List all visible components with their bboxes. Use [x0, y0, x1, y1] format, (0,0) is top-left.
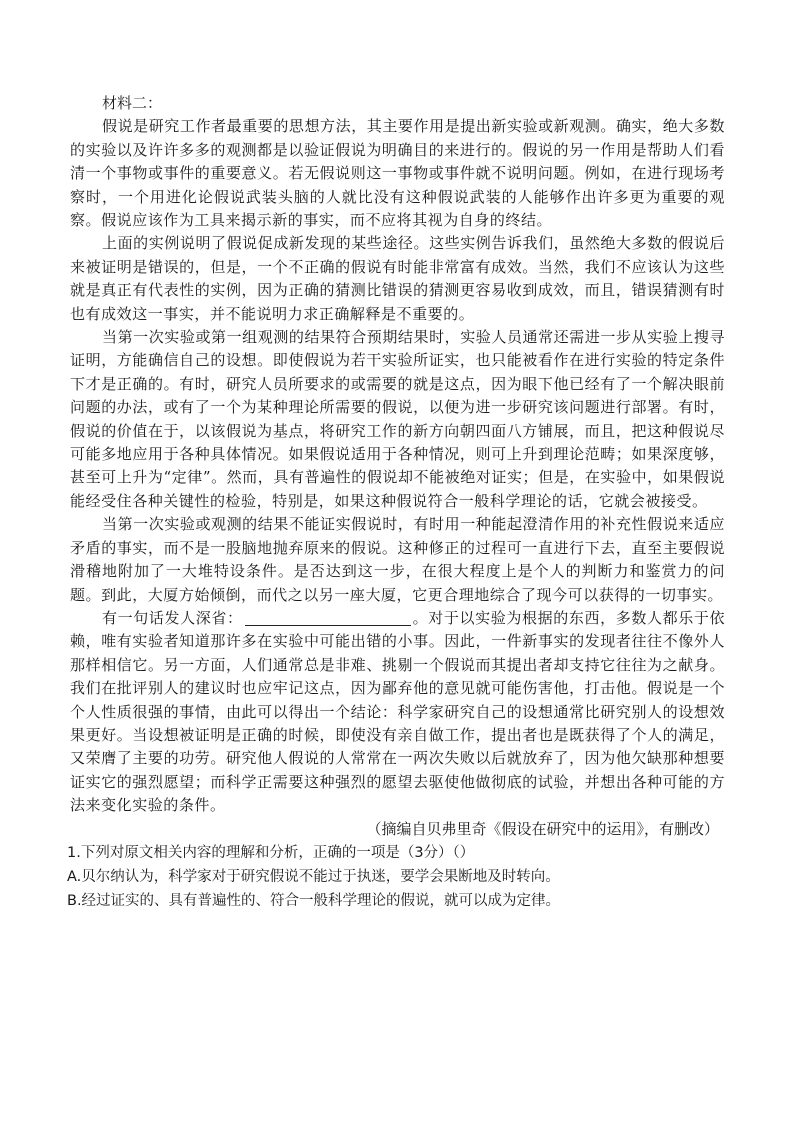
fill-in-prefix: 有一句话发人深省：: [102, 608, 243, 627]
fill-in-suffix: 。对于以实验为根据的东西，多数人都乐于依赖，唯有实验者知道那许多在实验中可能出错的小事。因此，一件新事实的发现者往往不像外人那样相信它。另一方面，人们通常总是非难、挑剔一个假说而其提出者却支持它往往为之献身。我们在批评别人的建议时也应牢记这点，因为鄙弃他的意见就可能伤害他，打击他。假说是一个个人性质很强的事情，由此可以得出一个结论：科学家研究自己的设想通常比研究别人的设想效果更好。当设想被证明是正确的时候，即使没有亲自做工作，提出者也是既获得了个人的满足，又荣膺了主要的功劳。研究他人假说的人常常在一两次失败以后就放弃了，因为他欠缺那种想要证实它的强烈愿望；而科学正需要这种强烈的愿望去驱使他做彻底的试验，并想出各种可能的方法来变化实验的条件。: [70, 608, 725, 815]
material-paragraph-3: 当第一次实验或第一组观测的结果符合预期结果时，实验人员通常还需进一步从实验上搜寻证明，方能确信自己的设想。即使假说为若干实验所证实，也只能被看作在进行实验的特定条件下才是正确的。有时，研究人员所要求的或需要的就是这点，因为眼下他已经有了一个解决眼前问题的办法，或有了一个为某种理论所需要的假说，以便为进一步研究该问题进行部署。有时，假说的价值在于，以该假说为基点，将研究工作的新方向朝四面八方铺展，而且，把这种假说尽可能多地应用于各种具体情况。如果假说适用于各种情况，则可上升到理论范畴；如果深度够，甚至可上升为“定律”。然而，具有普遍性的假说却不能被绝对证实；但是，在实验中，如果假说能经受住各种关键性的检验，特别是，如果这种假说符合一般科学理论的话，它就会被接受。: [70, 328, 725, 510]
option-a[interactable]: A.贝尔纳认为，科学家对于研究假说不能过于执迷，要学会果断地及时转向。: [67, 868, 560, 885]
material-paragraph-2: 上面的实例说明了假说促成新发现的某些途径。这些实例告诉我们，虽然绝大多数的假说后来被证明是错误的，但是，一个不正确的假说有时能非常富有成效。当然，我们不应该认为这些就是真正有代表性的实例，因为正确的猜测比错误的猜测更容易收到成效，而且，错误猜测有时也有成效这一事实，并不能说明力求正确解释是不重要的。: [70, 234, 725, 323]
reading-material: [67, 92, 725, 913]
fill-in-blank[interactable]: [245, 609, 411, 626]
material-paragraph-5: [70, 607, 725, 818]
material-heading: 材料二：: [102, 94, 163, 112]
material-paragraph-4: 当第一次实验或观测的结果不能证实假说时，有时用一种能起澄清作用的补充性假说来适应矛盾的事实，而不是一股脑地抛弃原来的假说。这种修正的过程可一直进行下去，直至主要假说滑稽地附加了一大堆特设条件。是否达到这一步，在很大程度上是个人的判断力和鉴赏力的问题。到此，大厦方始倾倒，而代之以另一座大厦，它更合理地综合了现今可以获得的一切事实。: [70, 515, 725, 604]
option-b[interactable]: B.经过证实的、具有普遍性的、符合一般科学理论的假说，就可以成为定律。: [67, 892, 561, 909]
material-paragraph-1: 假说是研究工作者最重要的思想方法，其主要作用是提出新实验或新观测。确实，绝大多数的实验以及许许多多的观测都是以验证假说为明确目的来进行的。假说的另一作用是帮助人们看清一个事物或事件的重要意义。若无假说则这一事物或事件就不说明问题。例如，在进行现场考察时，一个用进化论假说武装头脑的人就比没有这种假说武装的人能够作出许多更为重要的观察。假说应该作为工具来揭示新的事实，而不应将其视为自身的终结。: [70, 117, 725, 230]
source-citation: （摘编自贝弗里奇《假设在研究中的运用》，有删改）: [366, 819, 719, 838]
question-stem: 1.下列对原文相关内容的理解和分析，正确的一项是（3分）（）: [67, 844, 475, 861]
